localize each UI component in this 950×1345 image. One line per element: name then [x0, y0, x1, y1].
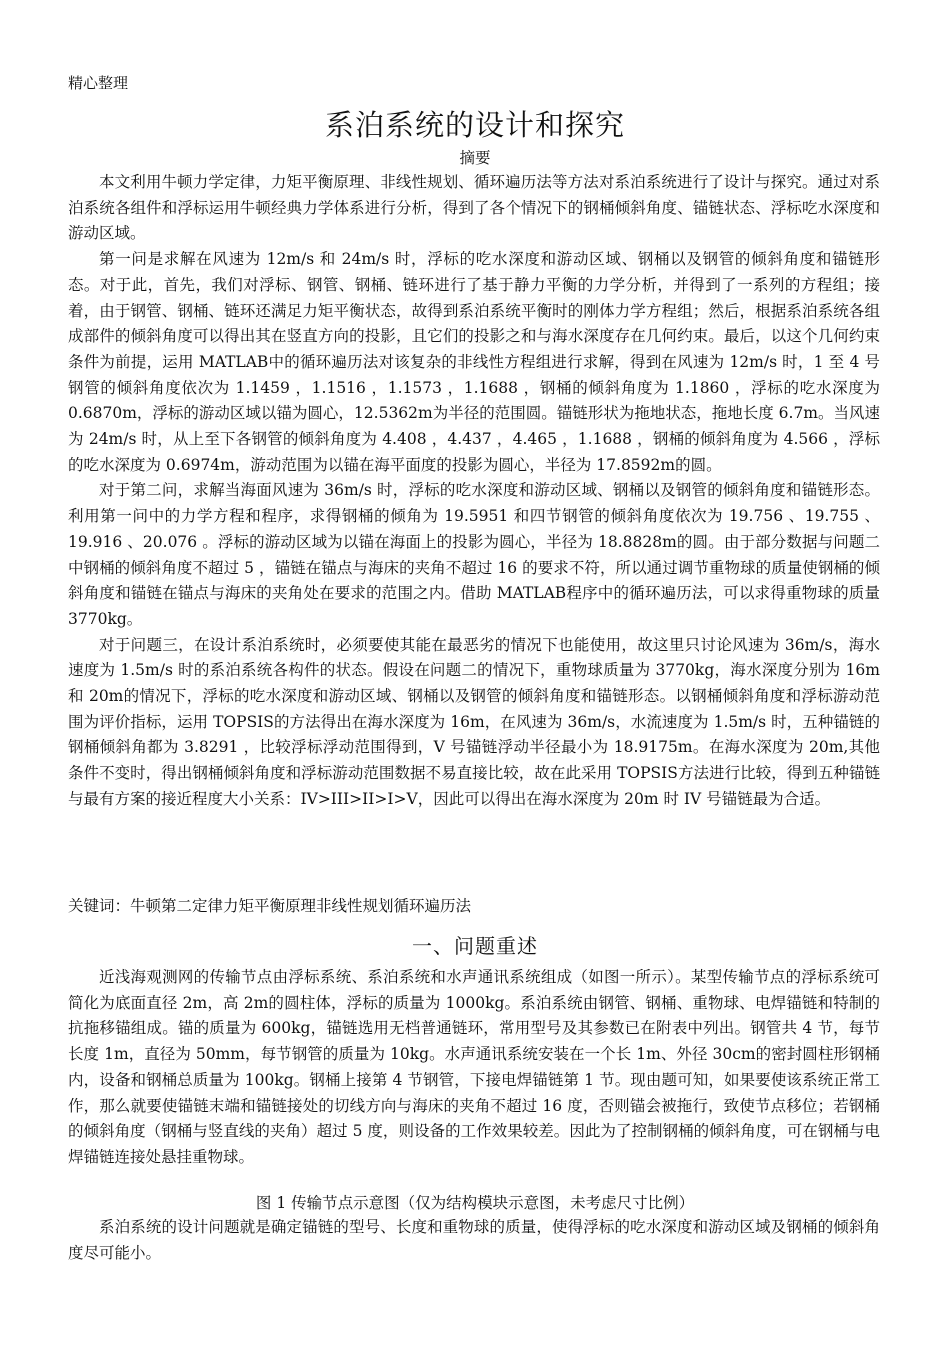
document-title: 系泊系统的设计和探究	[324, 108, 625, 142]
figure-caption: 图 1 传输节点示意图（仅为结构模块示意图，未考虑尺寸比例）	[255, 1194, 695, 1212]
abstract-paragraph-1: 本文利用牛顿力学定律，力矩平衡原理、非线性规划、循环遍历法等方法对系泊系统进行了设计与探究。通过对系泊系统各组件和浮标运用牛顿经典力学体系进行分析，得到了各个情况下的钢桶倾斜角度、锚链状态、浮标吃水深度和游动区域。	[68, 173, 880, 243]
abstract-body	[68, 170, 880, 813]
section-paragraph-1: 近浅海观测网的传输节点由浮标系统、系泊系统和水声通讯系统组成（如图一所示）。某型传输节点的浮标系统可简化为底面直径 2m，高 2m的圆柱体，浮标的质量为 1000kg。系泊系统由钢管、钢桶、重物球、电焊锚链和特制的抗拖移锚组成。锚的质量为 600kg，锚链选用无档普通链环，常用型号及其参数已在附表中列出。钢管共 4 节，每节长度 1m，直径为 50mm，每节钢管的质量为 10kg。水声通讯系统安装在一个长 1m、外径 30cm的密封圆柱形钢桶内，设备和钢桶总质量为 100kg。钢桶上接第 4 节钢管，下接电焊锚链第 1 节。现由题可知，如果要使该系统正常工作，那么就要使锚链末端和锚链接处的切线方向与海床的夹角不超过 16 度，否则锚会被拖行，致使节点移位；若钢桶的倾斜角度（钢桶与竖直线的夹角）超过 5 度，则设备的工作效果较差。因此为了控制钢桶的倾斜角度，可在钢桶与电焊锚链连接处悬挂重物球。	[68, 968, 880, 1166]
section-heading: 一、问题重述	[412, 934, 538, 958]
abstract-paragraph-2: 第一问是求解在风速为 12m/s 和 24m/s 时，浮标的吃水深度和游动区域、钢桶以及钢管的倾斜角度和锚链形态。对于此，首先，我们对浮标、钢管、钢桶、链环进行了基于静力平衡的力学分析，并得到了一系列的方程组；接着，由于钢管、钢桶、链环还满足力矩平衡状态，故得到系泊系统平衡时的刚体力学方程组；然后，根据系泊系统各组成部件的倾斜角度可以得出其在竖直方向的投影，且它们的投影之和与海水深度存在几何约束。最后，以这个几何约束条件为前提，运用 MATLAB中的循环遍历法对该复杂的非线性方程组进行求解，得到在风速为 12m/s 时，1 至 4 号钢管的倾斜角度依次为 1.1459 ，1.1516 ，1.1573 ，1.1688 ，钢桶的倾斜角度为 1.1860 ，浮标的吃水深度为 0.6870m，浮标的游动区域以锚为圆心，12.5362m为半径的范围圆。锚链形状为拖地状态，拖地长度 6.7m。当风速为 24m/s 时，从上至下各钢管的倾斜角度为 4.408 ，4.437 ，4.465 ，1.1688 ，钢桶的倾斜角度为 4.566 ，浮标的吃水深度为 0.6974m，游动范围为以锚在海平面度的投影为圆心，半径为 17.8592m的圆。	[68, 250, 881, 474]
abstract-paragraph-3: 对于第二问，求解当海面风速为 36m/s 时，浮标的吃水深度和游动区域、钢桶以及钢管的倾斜角度和锚链形态。利用第一问中的力学方程和程序，求得钢桶的倾角为 19.5951 和四节钢管的倾斜角度依次为 19.756 、19.755 、19.916 、20.076 。浮标的游动区域为以锚在海面上的投影为圆心，半径为 18.8828m的圆。由于部分数据与问题二中钢桶的倾斜角度不超过 5 ，锚链在锚点与海床的夹角不超过 16 的要求不符，所以通过调节重物球的质量使钢桶的倾斜角度和锚链在锚点与海床的夹角处在要求的范围之内。借助 MATLAB程序中的循环遍历法，可以求得重物球的质量 3770kg。	[68, 481, 880, 628]
abstract-heading: 摘要	[459, 149, 491, 167]
section-body	[68, 965, 880, 1171]
header-note: 精心整理	[68, 74, 129, 92]
closing-paragraph: 系泊系统的设计问题就是确定锚链的型号、长度和重物球的质量，使得浮标的吃水深度和游动区域及钢桶的倾斜角度尽可能小。	[68, 1218, 880, 1262]
closing-body	[68, 1215, 880, 1266]
keywords-line: 关键词：牛顿第二定律力矩平衡原理非线性规划循环遍历法	[68, 897, 472, 915]
abstract-paragraph-4: 对于问题三，在设计系泊系统时，必须要使其能在最恶劣的情况下也能使用，故这里只讨论风速为 36m/s，海水速度为 1.5m/s 时的系泊系统各构件的状态。假设在问题二的情况下，重物球质量为 3770kg，海水深度分别为 16m和 20m的情况下，浮标的吃水深度和游动区域、钢桶以及钢管的倾斜角度和锚链形态。以钢桶倾斜角度和浮标游动范围为评价指标，运用 TOPSIS的方法得出在海水深度为 16m，在风速为 36m/s，水流速度为 1.5m/s 时，五种锚链的钢桶倾斜角都为 3.8291 ，比较浮标浮动范围得到，V 号锚链浮动半径最小为 18.9175m。在海水深度为 20m,其他条件不变时，得出钢桶倾斜角度和浮标游动范围数据不易直接比较，故在此采用 TOPSIS方法进行比较，得到五种锚链与最有方案的接近程度大小关系：IV>III>II>I>V，因此可以得出在海水深度为 20m 时 IV 号锚链最为合适。	[68, 635, 880, 808]
